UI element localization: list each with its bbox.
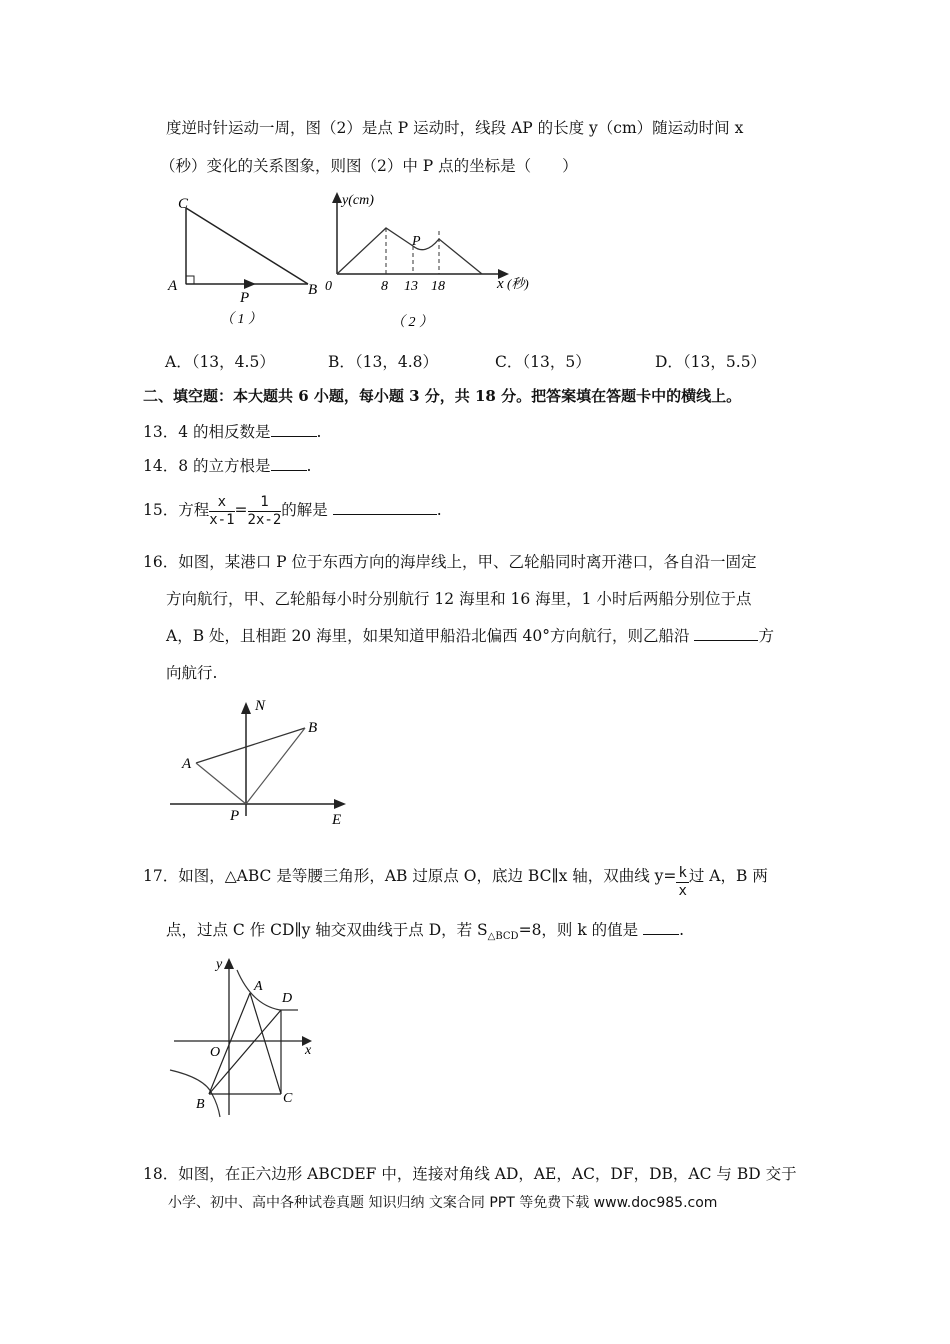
svg-text:(秒): (秒) [507, 276, 529, 291]
q15-pre: 方程 [178, 501, 210, 519]
q15-period: . [436, 501, 442, 519]
q15-fraction-right [248, 494, 282, 529]
svg-text:B: B [308, 282, 318, 298]
q17-frac-numerator: k [678, 865, 687, 881]
q13-number: 13． [143, 423, 179, 441]
svg-text:O: O [210, 1045, 221, 1060]
q13-answer-blank[interactable] [271, 422, 317, 437]
q12-text-line1: 度逆时针运动一周，图（2）是点 P 运动时，线段 AP 的长度 y（cm）随运动时间 x [166, 119, 744, 137]
svg-text:P: P [412, 234, 421, 249]
question-16-line3 [166, 626, 774, 646]
svg-text:E: E [332, 812, 342, 828]
option-c[interactable]: C．（13，5） [495, 353, 591, 371]
q17-fraction [676, 865, 688, 900]
q16-text-line2: 方向航行，甲、乙轮船每小时分别航行 12 海里和 16 海里，1 小时后两船分别位于点 [166, 590, 752, 608]
question-17-line1 [143, 864, 768, 900]
q17-subscript: △BCD [487, 931, 519, 943]
q16-text-line4: 向航行. [166, 664, 218, 682]
svg-text:x: x [497, 276, 504, 292]
svg-text:P: P [230, 808, 240, 824]
q15-post: 的解是 [281, 501, 328, 519]
svg-text:A: A [182, 756, 192, 772]
svg-text:C: C [283, 1091, 293, 1106]
question-15 [143, 490, 442, 530]
svg-text:（ 1 ）: （ 1 ） [220, 312, 262, 327]
section-2-heading: 二、填空题：本大题共 6 小题，每小题 3 分，共 18 分。把答案填在答题卡中的横线上。 [143, 387, 742, 405]
q15-frac2-numerator: 1 [248, 494, 282, 512]
q13-period: . [316, 423, 322, 441]
q17-text-line2-b: =8，则 k 的值是 [518, 921, 639, 939]
q14-text: 8 的立方根是 [178, 457, 271, 475]
q14-answer-blank[interactable] [271, 456, 307, 471]
q14-number: 14． [143, 457, 179, 475]
q12-figure-1 [160, 190, 330, 335]
question-17-line2 [166, 920, 684, 947]
question-13 [143, 422, 321, 442]
q17-text-line1: 如图，△ABC 是等腰三角形，AB 过原点 O，底边 BC∥x 轴，双曲线 y= [178, 867, 677, 885]
q15-answer-blank[interactable] [333, 500, 437, 515]
q16-number: 16． [143, 553, 179, 571]
svg-text:13: 13 [404, 279, 418, 294]
q15-frac1-numerator: x [209, 494, 234, 512]
q17-frac-denominator: x [678, 883, 687, 899]
svg-text:N: N [255, 698, 266, 714]
q18-text: 如图，在正六边形 ABCDEF 中，连接对角线 AD，AE，AC，DF，DB，AC 与 BD 交于 [178, 1165, 797, 1183]
q12-figure-2-graph [325, 190, 555, 335]
q12-text-line2: （秒）变化的关系图象，则图（2）中 P 点的坐标是（ ） [160, 157, 578, 175]
svg-text:y: y [216, 957, 223, 972]
question-18 [143, 1164, 797, 1184]
q15-frac1-denominator: x-1 [209, 511, 235, 528]
q18-number: 18． [143, 1165, 179, 1183]
q17-answer-blank[interactable] [643, 920, 679, 935]
q17-period: . [679, 921, 685, 939]
svg-text:C: C [178, 196, 189, 212]
question-14 [143, 456, 311, 476]
q17-text-line2: 点，过点 C 作 CD∥y 轴交双曲线于点 D，若 S [166, 921, 488, 939]
svg-text:8: 8 [381, 279, 388, 294]
question-16-line1 [143, 552, 757, 572]
option-a[interactable]: A．（13，4.5） [165, 353, 275, 371]
q16-text-line1: 如图，某港口 P 位于东西方向的海岸线上，甲、乙轮船同时离开港口，各自沿一固定 [178, 553, 757, 571]
q13-text: 4 的相反数是 [178, 423, 271, 441]
q16-text-line3: A，B 处，且相距 20 海里，如果知道甲船沿北偏西 40°方向航行，则乙船沿 [166, 627, 690, 645]
svg-text:A: A [168, 278, 178, 294]
q15-number: 15． [143, 501, 179, 519]
footer-link[interactable]: 小学、初中、高中各种试卷真题 知识归纳 文案合同 PPT 等免费下载 www.doc985.com [168, 1195, 718, 1211]
svg-text:0: 0 [325, 279, 332, 294]
q16-answer-blank[interactable] [694, 626, 758, 641]
svg-text:x: x [305, 1043, 312, 1058]
svg-text:P: P [240, 290, 250, 306]
q17-text-line1-end: 过 A，B 两 [688, 867, 768, 885]
q14-period: . [306, 457, 312, 475]
option-d[interactable]: D．（13，5.5） [655, 353, 767, 371]
q16-text-line3-end: 方 [758, 627, 774, 645]
q17-number: 17． [143, 867, 179, 885]
svg-text:（ 2 ）: （ 2 ） [391, 315, 433, 330]
q15-equals: = [234, 501, 248, 519]
q16-figure [160, 690, 360, 830]
svg-text:B: B [196, 1097, 205, 1112]
q15-fraction-left [209, 494, 234, 529]
svg-text:18: 18 [431, 279, 445, 294]
q15-frac2-denominator: 2x-2 [247, 511, 282, 528]
svg-text:B: B [308, 720, 318, 736]
q17-figure [160, 950, 330, 1120]
option-b[interactable]: B．（13，4.8） [328, 353, 439, 371]
svg-text:D: D [282, 991, 293, 1006]
svg-text:y(cm): y(cm) [342, 193, 374, 208]
svg-text:A: A [254, 979, 263, 994]
